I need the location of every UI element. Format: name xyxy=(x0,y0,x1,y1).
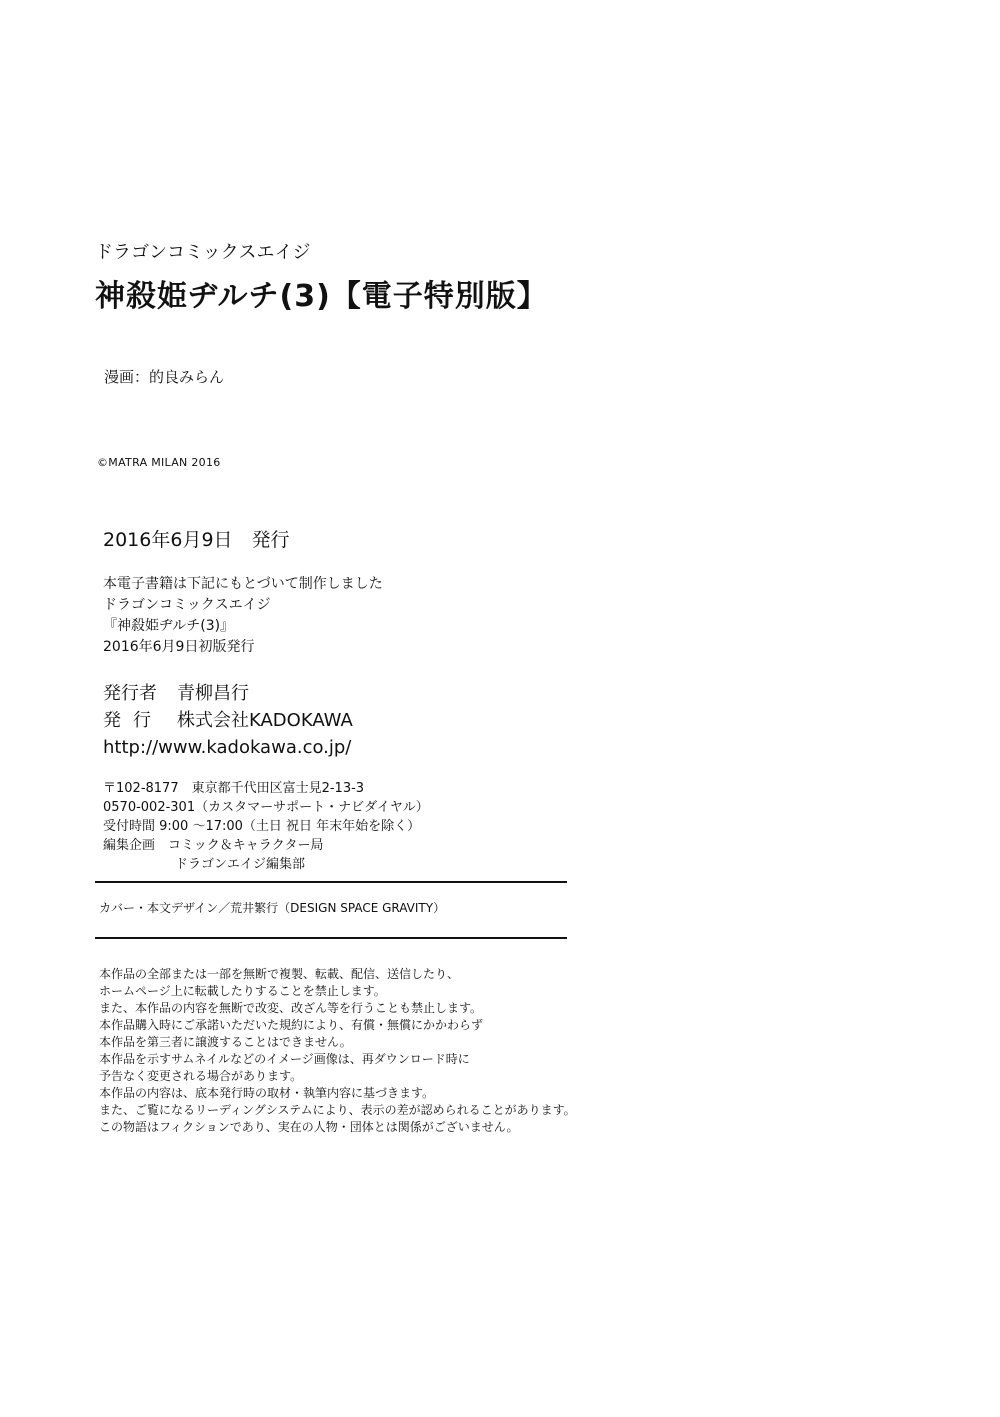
book-title: 神殺姫ヂルチ(3)【電子特別版】 xyxy=(95,279,548,314)
notice-line: 本作品を示すサムネイルなどのイメージ画像は、再ダウンロード時に xyxy=(99,1052,470,1066)
notice-line: この物語はフィクションであり、実在の人物・団体とは関係がございません。 xyxy=(99,1120,519,1134)
legal-notices xyxy=(99,966,576,1136)
publisher-name: 青柳昌行 xyxy=(177,683,249,704)
source-line: ドラゴンコミックスエイジ xyxy=(103,597,271,613)
address-block xyxy=(103,779,429,874)
notice-line: ホームページ上に転載したりすることを禁止します。 xyxy=(99,984,386,998)
source-edition-block xyxy=(103,574,383,658)
issuer-label: 発行 xyxy=(103,710,163,731)
editing-department-sub xyxy=(103,855,429,874)
series-label: ドラゴンコミックスエイジ xyxy=(95,242,311,263)
issuer-row xyxy=(103,707,353,734)
source-line: 2016年6月9日初版発行 xyxy=(103,639,255,655)
publish-date: 2016年6月9日 発行 xyxy=(103,529,290,551)
divider-bottom xyxy=(95,937,567,939)
postal-address: 〒102-8177 東京都千代田区富士見2-13-3 xyxy=(103,781,365,796)
issuer-name: 株式会社KADOKAWA xyxy=(177,710,353,731)
notice-line: 本作品の全部または一部を無断で複製、転載、配信、送信したり、 xyxy=(99,967,460,981)
editing-department: 編集企画 コミック＆キャラクター局 xyxy=(103,838,324,853)
publisher-block xyxy=(103,680,353,761)
support-phone: 0570-002-301（カスタマーサポート・ナビダイヤル） xyxy=(103,800,429,815)
notice-line: また、ご覧になるリーディングシステムにより、表示の差が認められることがあります。 xyxy=(99,1103,576,1117)
artist-credit: 漫画：的良みらん xyxy=(104,368,225,386)
source-line: 『神殺姫ヂルチ(3)』 xyxy=(103,618,235,634)
support-hours: 受付時間 9:00 ～17:00（土日 祝日 年末年始を除く） xyxy=(103,819,421,834)
design-credit: カバー・本文デザイン／荒井繁行（DESIGN SPACE GRAVITY） xyxy=(99,901,446,915)
publisher-row xyxy=(103,680,353,707)
publisher-url[interactable]: http://www.kadokawa.co.jp/ xyxy=(103,737,352,758)
divider-top xyxy=(95,881,567,883)
source-line: 本電子書籍は下記にもとづいて制作しました xyxy=(103,576,383,592)
notice-line: 本作品の内容は、底本発行時の取材・執筆内容に基づきます。 xyxy=(99,1086,435,1100)
editing-department-name: ドラゴンエイジ編集部 xyxy=(175,857,306,872)
notice-line: また、本作品の内容を無断で改変、改ざん等を行うことも禁止します。 xyxy=(99,1001,483,1015)
notice-line: 本作品購入時にご承諾いただいた規約により、有償・無償にかかわらず xyxy=(99,1018,484,1032)
copyright-notice: ©MATRA MILAN 2016 xyxy=(97,456,221,469)
notice-line: 予告なく変更される場合があります。 xyxy=(99,1069,303,1083)
publisher-label: 発行者 xyxy=(103,683,157,704)
notice-line: 本作品を第三者に譲渡することはできません。 xyxy=(99,1035,352,1049)
